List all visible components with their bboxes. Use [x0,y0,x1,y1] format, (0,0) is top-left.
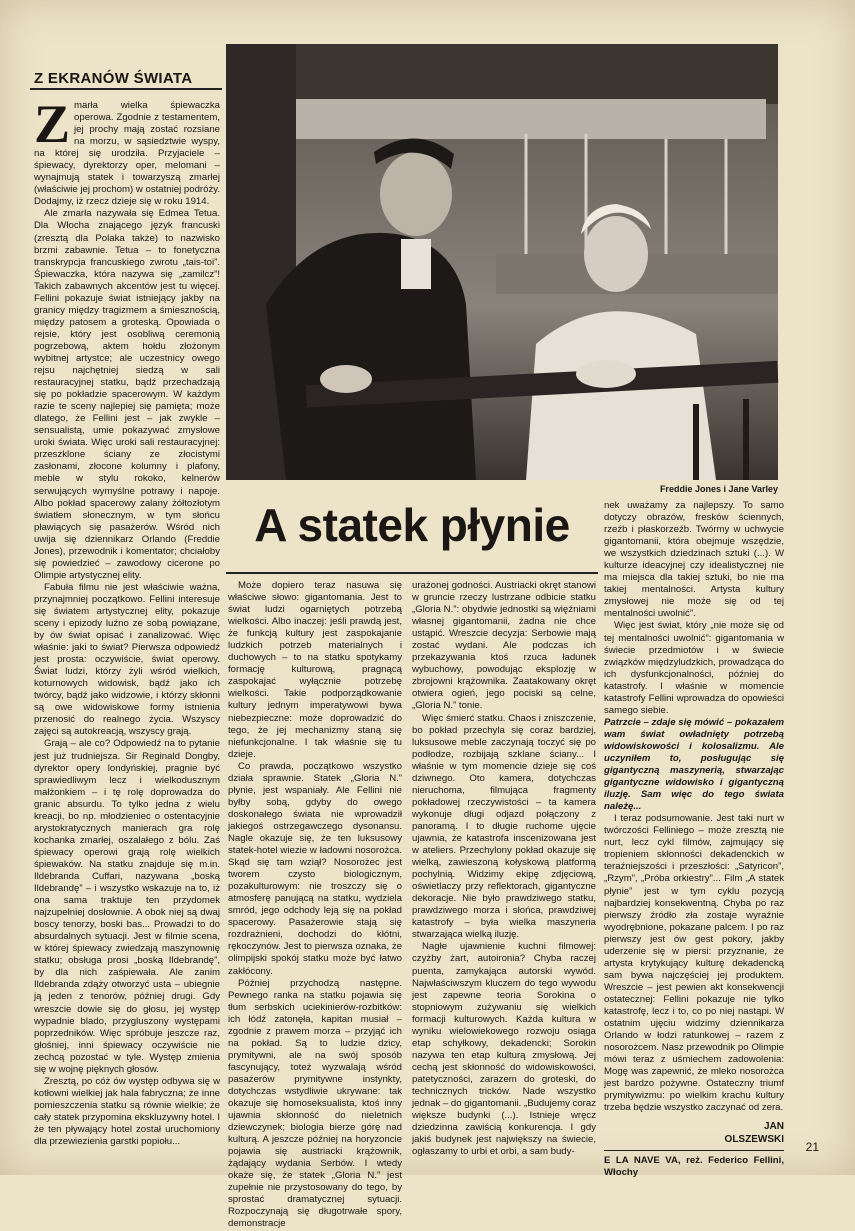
paragraph: Ale zmarła nazywała się Edmea Tetua. Dla Włocha znającego język francuski (zresztą dla Polaka także) to nazwisko brzmi zabawnie. Tetua – to fonetyczna transkrypcja francuskiego zwrotu „tais-toi”. Śpiewaczka, która nazywa się „zamilcz”! Takich zabawnych akcentów jest tu więcej. Fellini pokazuje świat istniejący jakby na granicy między tragizmem a śmiesznością, między patosem a groteską. Opowiada o rejsie, który jest osobliwą ceremonią pogrzebową, aktem hołdu złożonym wybitnej artystce; ale uczestnicy owego rejsu najchętniej siedzą w sali restauracyjnej statku, bądź przechadzają się po pokładzie spacerowym. W każdym razie te sceny najlepiej się pamięta; może dlatego, że Fellini jest – jak zwykle – sensualistą, umie pokazywać zmysłowe uroki świata. Więc uroki sali restauracyjnej: przeszklone ściany ze złocistymi zasłonami, złocone kolumny i plafony, meble w stylu rokoko, kelnerów serwujących wymyślne potrawy i napoje. Albo pokład spacerowy zalany żółtozłotym światłem słonecznym, w tym słońcu pławiących się pasażerów. Wśród nich uwija się dziennikarz Orlando (Freddie Jones), przewodnik i komentator; chciałoby się powiedzieć – zawodowy cicerone po Olimpie artystycznej elity. [34,208,220,581]
article-column-1 [34,94,220,1148]
paragraph: Co prawda, początkowo wszystko działa sprawnie. Statek „Gloria N.” płynie, jest wspaniały. Ale Fellini nie byłby sobą, gdyby do owego doskonałego świata nie wprowadził jakiegoś ostrzegawczego dysonansu. Nagle okazuje się, że ten luksusowy statek-hotel wiezie w ładowni nosorożca. Skąd się tam wziął? Nosorożec jest tworem czysto biologicznym, pozakulturowym: nie troszczy się o atmosferę panującą na statku, wydziela smród, jego odchody leją się na pokład spacerowy. Pasażerowie stają się rozdrażnieni, dochodzi do kłótni, rękoczynów. Jest to pierwsza oznaka, że olimpijski spokój statku może być łatwo zakłócony. [228,760,402,977]
article-column-4 [604,500,784,1179]
drop-cap: Z [34,94,71,154]
paragraph: Może dopiero teraz nasuwa się właściwe słowo: gigantomania. Jest to świat ludzi ogarniętych potrzebą wielkości. Albo inaczej: jeśli prawdą jest, że funkcją kultury jest zaspokajanie ludzkich potrzeb materialnych i duchowych – to na statku spotykamy formację kulturową, pragnącą zaspokajać wyłącznie potrzebę wielkości. Takie podporządkowanie kultury jednym imperatywowi bywa niebezpieczne: może doprowadzić do tego, że jej mechanizmy staną się niefunkcjonalne. I tak właśnie się tu dzieje. [228,580,402,760]
paragraph: Więc śmierć statku. Chaos i zniszczenie, bo pokład przechyla się coraz bardziej, luksusowe meble zaczynają toczyć się po podłodze, rozbijają szklane ściany... I właśnie w tym momencie dzieje się coś dziwnego. Oto kamera, dotychczas nieruchoma, filmująca fragmenty pokładowej rzeczywistości – ta kamera wykonuje długi odjazd połączony z panoramą. I to długie ruchome ujęcie ujawnia, że katastrofa inscenizowana jest w ateliers. Przechylony pokład okazuje się wielką, zawieszoną kołyskową platformą pochylnią. Widzimy ekipę zdjęciową, oświetlaczy przy reflektorach, gigantyczne dekoracje. Nie było prawdziwego statku, prawdziwego morza i słońca, prawdziwej katastrofy – była wielka maszyneria stwarzająca wielką iluzję. [412,712,596,941]
photo-caption: Freddie Jones i Jane Varley [659,484,778,494]
article-headline: A statek płynie [254,499,570,551]
italic-text: Patrzcie – zdaje się mówić – pokazałem wam świat owładnięty potrzebą widowiskowości i kolosalizmu. Ale uczyniłem to, posługując się gigantyczną maszynerią, stwarzając gigantyczne widowisko i gigantyczną iluzję. Sam więc do tego świata należę... [604,716,784,813]
author-last-name: OLSZEWSKI [724,1134,784,1146]
film-credit: E LA NAVE VA, reż. Federico Fellini, Włochy [604,1155,784,1179]
section-label: Z EKRANÓW ŚWIATA [34,70,193,87]
author-byline [604,1120,784,1146]
film-still-photo [226,44,778,480]
film-still-illustration [226,44,778,480]
section-rule [30,88,222,90]
paragraph: nek uważamy za najlepszy. To samo dotyczy obrazów, fresków ściennych, rzeźb i płaskorzeźb. Twórmy w uchwycie gigantomanii, która obejmuje wszędzie, we wszystkich dziedzinach sztuki (...). W kulturze ideacyjnej czy idealistycznej nie ma miejsca dla takiej sztuki, bo nie ma takiej mentalności. Artysta kultury zmysłowej nie może się od tej mentalności uwolnić”. [604,500,784,620]
paragraph: Później przychodzą następne. Pewnego ranka na statku pojawia się tłum serbskich uciekinierów-rozbitków: ich łódź zatonęła, kapitan musiał – zgodnie z prawem morza – przyjąć ich na pokład. Są to ludzie dzicy, prymitywni, ale na swój sposób fascynujący, toteż wyzwalają wśród pasażerów prymitywne instynkty, dotychczas wstydliwie ukrywane: tak okazuje się homoseksualista, ktoś inny ujawnia skłonność do nieletnich dziewczynek; biologia bierze górę nad kulturą. A jeszcze później na horyzoncie pojawia się austriacki krążownik, żądający wydania Serbów. I wtedy okaże się, że statek „Gloria N.” jest zupełnie nie przystosowany do tego, by sprostać dramatycznej sytuacji. Rozpoczynają się długotrwałe spory, demonstracje [228,977,402,1230]
author-first-name: JAN [763,1121,784,1133]
headline-rule [226,572,598,574]
paragraph: Nagłe ujawnienie kuchni filmowej: czyżby żart, autoironia? Chyba raczej puenta, zamykająca autorski wywód. Najwłaściwszym kluczem do tego wywodu jest zapewne teoria Sorokina o stopniowym zużywaniu się wielkich formacji kulturowych. Każda kultura w wyniku wielowiekowego rozwoju osiąga etap schyłkowy, dekadencki; Sorokin nazywa ten etap kulturą zmysłową. Jej cechą jest skłonność do widowiskowości, patetyczności, zarazem do groteski, do technicznych tricków. Nade wszystko jednak – do gigantomanii. „Budujemy coraz większe budynki (...). Istnieje wręcz dziedzinna zawiścią konkurencja. I gdy jakiś budynek jest największy na świecie, ogłaszamy to urbi et orbi, a sam budy- [412,941,596,1158]
paragraph: Zresztą, po cóż ów występ odbywa się w kotłowni wielkiej jak hala fabryczna; że inne pomieszczenia statku są równie wielkie; że cały statek przypomina ekskluzywny hotel. I że ten pływający hotel został uruchomiony dla przewiezienia garstki popiołu... [34,1075,220,1148]
paragraph: Fabuła filmu nie jest właściwie ważna, przynajmniej początkowo. Fellini interesuje się światem artystycznej elity, pokazuje sceny i epizody luźno ze sobą powiązane, by ów świat opisać i zanalizować. Więc właśnie: jaki to świat? Pierwsza odpowiedź jest prosta: oczywiście, świat operowy. Świat ludzi, którzy żyli wśród wielkich, koturnowych widowisk, bądź jako ich twórcy, bądź jako widzowie, i którzy skłonni są owe widowiskowe formy istnienia przenosić do realnego życia. Wszyscy zajęci są autokreacją, wszyscy grają. [34,581,220,738]
italic-passage [604,717,784,813]
paragraph: Więc jest świat, który „nie może się od tej mentalności uwolnić”: gigantomania w świecie przedmiotów i w świecie związków międzyludzkich, prowadząca do ich dysfunkcjonalności, później do katastrofy. I właśnie w momencie katastrofy Fellini wprowadza do opowieści samego siebie. [604,620,784,716]
credit-rule [604,1150,784,1151]
article-column-3 [412,580,596,1158]
paragraph: marła wielka śpiewaczka operowa. Zgodnie z testamentem, jej prochy mają zostać rozsiane na morzu, w sąsiedztwie wyspy, na której się urodziła. Przyjaciele – śpiewacy, dyrektorzy oper, melomani – wynajmują statek i towarzyszą zmarłej (właściwie jej prochom) w ostatniej podróży. Dodajmy, iż rzecz dzieje się w roku 1914. [34,100,220,208]
paragraph: Grają – ale co? Odpowiedź na to pytanie jest już trudniejsza. Sir Reginald Dongby, dyrektor opery londyńskiej, pragnie być sprawiedliwym lecz i wielkodusznym małżonkiem – i tę rolę doprowadza do granic absurdu. To tylko jedna z wielu kreacji, bo np. młodzieniec o ostentacyjnie arystokratycznych manierach gra rolę kochanka zmarłej, oszalałego z bólu. Zaś śpiewacy operowi grają rolę wielkich śpiewaków. Na statku znajduje się m.in. Ildebranda Cuffari, nazywana „boską Ildebrandę” – i wszystko wskazuje na to, iż ona sama traktuje ten przydomek najzupełniej dosłownie. A obok niej są dwaj boscy tenorzy, boski bas... Prowadzi to do absurdalnych sytuacji. Jest w filmie scena, w której śpiewacy zwiedzają maszynownię statku; obsługa prosi „boską Ildebrandę”, by dla nich zaśpiewała. Ale zanim Ildebranda zdąży otworzyć usta – ubiegnie ją jeden z tenorów, później drugi. Gdy wreszcie dowie się do głosu, jej występ wypadnie blado, przygluszony występami poprzedników. Więc spróbuje jeszcze raz, głośniej, inni śpiewacy oczywiście nie zechcą pozostać w tyle. Występ zmienia się w wojnę pięknych głosów. [34,738,220,1075]
paragraph: urażonej godności. Austriacki okręt stanowi w gruncie rzeczy lustrzane odbicie statku „Gloria N.”: obydwie jednostki są więźniami własnej gigantomanii, żadna nie chce ustąpić. Wreszcie decyzja: Serbowie mają zostać wydani. Ale podczas ich przekazywania ktoś rzuca ładunek wybuchowy, powodując eksplozję w zbrojowni krążownika. Zaatakowany okręt otwiera ogień, jego pociski są celne, „Gloria N.” tonie. [412,580,596,712]
page-number: 21 [805,1140,819,1154]
article-column-2 [228,580,402,1230]
paragraph: I teraz podsumowanie. Jest taki nurt w twórczości Felliniego – może zresztą nie nurt, lecz cykl filmów, zajmujący się tropieniem skłonności dekadenckich w teraźniejszości i przeszłości: „Satyricon”, „Rzym”, „Próba orkiestry”... Film „A statek płynie” jest w tym cyklu pozycją najbardziej konsekwentną. Chyba po raz pierwszy źródło zła zostaje wyraźnie wyodrębnione, pokazane palcem. I po raz pierwszy jest ów gest pokory, jakby uderzenie się w piersi: przyznanie, że artysta krytykujący kulturę dekadencką sam bywa najczęściej jej produktem. Wreszcie – jest pewien akt konsekwencji ostatecznej: Fellini pokazuje nie tylko katastrofę, lecz i to, co po niej nastąpi. W ostatnim ujęciu widzimy dziennikarza Orlando w łodzi ratunkowej – razem z nosorożcem. Nasz przewodnik po Olimpie mówi teraz z uśmiechem zadowolenia: Mogę was zapewnić, że mleko nosorożca jest bardzo pożywne. Ostateczny triumf prymitywizmu: po wielkim krachu kultury trzeba będzie wszystko zaczynać od zera. [604,813,784,1114]
